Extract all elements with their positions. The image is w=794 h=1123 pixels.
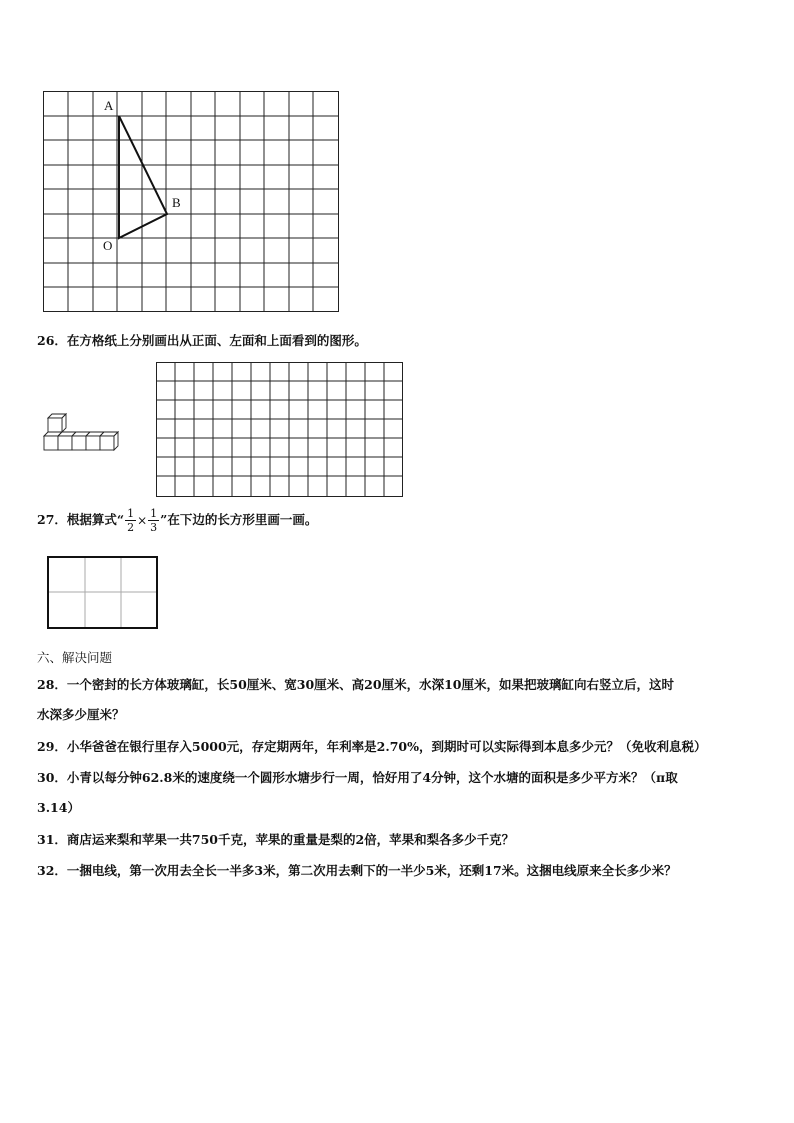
q27-suffix: ”在下边的长方形里画一画。 — [160, 512, 318, 527]
point-a-label: A — [104, 98, 114, 113]
point-b-label: B — [172, 195, 181, 210]
frac1-denominator: 2 — [127, 521, 135, 534]
fraction-one-half — [125, 507, 136, 534]
frac1-numerator: 1 — [127, 507, 135, 520]
frac2-numerator: 1 — [150, 507, 158, 520]
fraction-one-third — [148, 507, 159, 534]
point-o-label: O — [103, 238, 113, 253]
question-31: 31．商店运来梨和苹果一共750千克，苹果的重量是梨的2倍，苹果和梨各多少千克？ — [37, 832, 515, 847]
question-30-line1: 30．小青以每分钟62.8米的速度绕一个圆形水塘步行一周，恰好用了4分钟，这个水塘的面积是多少平方米？（π取 — [37, 770, 678, 785]
q27-prefix: 27．根据算式“ — [37, 512, 125, 527]
triangle-aob — [119, 116, 167, 238]
question-28-line1: 28．一个密封的长方体玻璃缸，长50厘米、宽30厘米、高20厘米，水深10厘米，如果把玻璃缸向右竖立后，这时 — [37, 677, 674, 692]
question-27 — [37, 505, 317, 536]
answer-rectangle-27 — [47, 556, 159, 630]
question-30-line2: 3.14） — [37, 800, 80, 815]
question-28-line2: 水深多少厘米？ — [37, 707, 125, 722]
question-29: 29．小华爸爸在银行里存入5000元，存定期两年，年利率是2.70%，到期时可以实际得到本息多少元？（免收利息税） — [37, 739, 707, 754]
question-26: 26．在方格纸上分别画出从正面、左面和上面看到的图形。 — [37, 333, 367, 348]
question-32: 32．一捆电线，第一次用去全长一半多3米，第二次用去剩下的一半少5米，还剩17米。这捆电线原来全长多少米？ — [37, 863, 677, 878]
answer-grid-26 — [156, 362, 404, 498]
section-heading: 六、解决问题 — [37, 650, 113, 665]
triangle-grid — [43, 91, 340, 313]
times-sign: × — [137, 513, 148, 528]
cube-structure — [40, 412, 120, 456]
frac2-denominator: 3 — [150, 521, 158, 534]
